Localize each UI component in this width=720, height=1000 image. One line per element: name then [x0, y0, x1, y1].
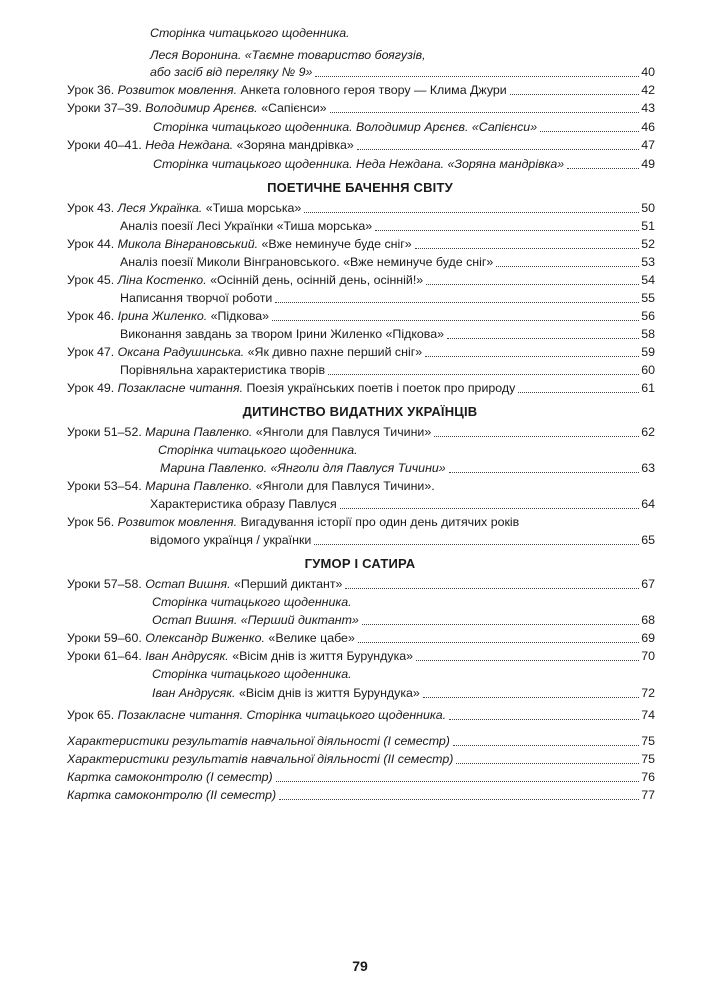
- toc-entry-title: [158, 443, 358, 457]
- toc-entry: [67, 706, 655, 724]
- section-heading: ГУМОР І САТИРА: [304, 556, 416, 571]
- toc-entry: [67, 786, 655, 804]
- title-text: «Перший диктант»: [230, 577, 343, 591]
- author-or-section-text: Леся Українка.: [117, 201, 203, 215]
- toc-entry-title: [67, 786, 276, 804]
- toc-entry: [67, 575, 655, 593]
- dot-leader: [567, 168, 639, 169]
- toc-entry-title: [160, 459, 446, 477]
- toc-page-number: 54: [641, 273, 655, 287]
- toc-entry: [160, 459, 655, 477]
- lesson-label: Урок 45.: [67, 273, 118, 287]
- dot-leader: [304, 212, 639, 213]
- author-or-section-text: Іван Андрусяк.: [152, 686, 236, 700]
- author-or-section-text: Оксана Радушинська.: [117, 345, 245, 359]
- lesson-label: Уроки 37–39.: [67, 101, 146, 115]
- author-or-section-text: Остап Вишня.: [145, 577, 231, 591]
- title-text: Вигадування історії про один день дитячих років: [237, 515, 520, 529]
- toc-page-number: 59: [641, 345, 655, 359]
- author-or-section-text: Олександр Виженко.: [145, 631, 265, 645]
- toc-entry-title: [67, 575, 342, 593]
- author-or-section-text: Ірина Жиленко.: [117, 309, 208, 323]
- toc-entry-title: [150, 48, 426, 62]
- toc-entry-title: [67, 307, 269, 325]
- toc-page-number: 53: [641, 255, 655, 269]
- author-or-section-text: Сторінка читацького щоденника.: [150, 26, 350, 40]
- dot-leader: [340, 508, 640, 509]
- toc-entry: [67, 629, 655, 647]
- toc-page-number: 68: [641, 613, 655, 627]
- author-or-section-text: Леся Воронина. «Таємне товариство боягузів,: [150, 48, 426, 62]
- toc-entry-title: [67, 629, 355, 647]
- toc-page-number: 70: [641, 649, 655, 663]
- title-text: «Вісім днів із життя Бурундука»: [228, 649, 414, 663]
- toc-entry: [153, 118, 655, 136]
- toc-entry-title: [152, 684, 420, 702]
- lesson-label: Урок 44.: [67, 237, 118, 251]
- author-or-section-text: Сторінка читацького щоденника.: [152, 667, 352, 681]
- dot-leader: [510, 94, 639, 95]
- toc-page-number: 51: [641, 219, 655, 233]
- lesson-label: Урок 36.: [67, 83, 118, 97]
- toc-page-number: 56: [641, 309, 655, 323]
- toc-entry-title: [67, 271, 423, 289]
- toc-entry: [120, 253, 655, 271]
- lesson-label: Уроки 53–54.: [67, 479, 146, 493]
- title-text: «Осінній день, осінній день, осінній!»: [206, 273, 424, 287]
- author-or-section-text: Характеристики результатів навчальної діяльності (ІІ семестр): [67, 752, 454, 766]
- toc-entry-title: [67, 423, 431, 441]
- toc-page-number: 65: [641, 533, 655, 547]
- toc-entry: [150, 46, 426, 64]
- section-heading: ДИТИНСТВО ВИДАТНИХ УКРАЇНЦІВ: [242, 404, 478, 419]
- author-or-section-text: Сторінка читацького щоденника.: [158, 443, 358, 457]
- dot-leader: [357, 149, 639, 150]
- toc-page-number: 77: [641, 788, 655, 802]
- toc-page-number: 40: [641, 65, 655, 79]
- title-text: «Сапієнси»: [257, 101, 327, 115]
- toc-entry-title: [152, 611, 359, 629]
- toc-entry: [152, 611, 655, 629]
- author-or-section-text: Сторінка читацького щоденника.: [152, 595, 352, 609]
- title-text: Порівняльна характеристика творів: [120, 363, 326, 377]
- toc-page-number: 75: [641, 734, 655, 748]
- toc-entry: [150, 63, 655, 81]
- toc-entry: [120, 217, 655, 235]
- toc-entry: [67, 199, 655, 217]
- author-or-section-text: Картка самоконтролю (І семестр): [67, 770, 273, 784]
- author-or-section-text: Марина Павленко. «Янголи для Павлуся Тичини»: [160, 461, 446, 475]
- dot-leader: [447, 338, 639, 339]
- toc-page-number: 76: [641, 770, 655, 784]
- dot-leader: [540, 131, 639, 132]
- dot-leader: [375, 230, 639, 231]
- toc-entry-title: [120, 325, 444, 343]
- toc-entry-title: [67, 136, 354, 154]
- title-text: «Янголи для Павлуся Тичини»: [252, 425, 432, 439]
- dot-leader: [275, 302, 639, 303]
- toc-entry: [67, 732, 655, 750]
- author-or-section-text: Розвиток мовлення.: [117, 515, 238, 529]
- toc-entry: [153, 155, 655, 173]
- dot-leader: [434, 436, 639, 437]
- toc-entry: [150, 495, 655, 513]
- toc-page-number: 72: [641, 686, 655, 700]
- dot-leader: [456, 763, 639, 764]
- toc-entry: [67, 136, 655, 154]
- toc-entry-title: [67, 379, 515, 397]
- toc-entry-title: [67, 235, 412, 253]
- dot-leader: [358, 642, 639, 643]
- dot-leader: [330, 112, 640, 113]
- author-or-section-text: Сторінка читацького щоденника. Володимир Арєнєв. «Сапієнси»: [153, 120, 538, 134]
- title-text: «Вже неминуче буде сніг»: [258, 237, 412, 251]
- author-or-section-text: Марина Павленко.: [145, 479, 253, 493]
- toc-entry-title: [67, 99, 327, 117]
- toc-entry-title: [150, 495, 337, 513]
- page-number: 79: [352, 958, 368, 974]
- lesson-label: Урок 46.: [67, 309, 118, 323]
- lesson-label: Урок 49.: [67, 381, 118, 395]
- toc-entry: [150, 24, 350, 42]
- toc-entry: [67, 423, 655, 441]
- toc-entry-title: [67, 515, 519, 529]
- toc-entry-title: [67, 647, 413, 665]
- toc-entry-title: [67, 706, 446, 724]
- toc-page-number: 49: [641, 157, 655, 171]
- author-or-section-text: Картка самоконтролю (ІІ семестр): [67, 788, 277, 802]
- toc-page-number: 60: [641, 363, 655, 377]
- title-text: Аналіз поезії Миколи Вінграновського. «Вже неминуче буде сніг»: [120, 255, 494, 269]
- toc-entry: [120, 289, 655, 307]
- toc-page-number: 61: [641, 381, 655, 395]
- toc-entry-title: [67, 343, 422, 361]
- toc-entry-title: [153, 118, 537, 136]
- toc-entry: [67, 768, 655, 786]
- toc-page-number: 46: [641, 120, 655, 134]
- toc-page-number: 74: [641, 708, 655, 722]
- toc-entry: [67, 307, 655, 325]
- toc-page-number: 47: [641, 138, 655, 152]
- toc-entry: [120, 361, 655, 379]
- toc-entry: [67, 81, 655, 99]
- toc-entry: [152, 684, 655, 702]
- lesson-label: Урок 47.: [67, 345, 118, 359]
- toc-entry: [152, 593, 352, 611]
- title-text: Аналіз поезії Лесі Українки «Тиша морська»: [120, 219, 373, 233]
- dot-leader: [496, 266, 639, 267]
- dot-leader: [425, 356, 639, 357]
- title-text: «Вісім днів із життя Бурундука»: [235, 686, 420, 700]
- toc-page-number: 42: [641, 83, 655, 97]
- author-or-section-text: Характеристики результатів навчальної діяльності (І семестр): [67, 734, 450, 748]
- author-or-section-text: Неда Неждана.: [145, 138, 234, 152]
- author-or-section-text: Іван Андрусяк.: [145, 649, 229, 663]
- toc-page-number: 63: [641, 461, 655, 475]
- toc-entry-title: [67, 732, 450, 750]
- toc-entry-title: [67, 479, 435, 493]
- author-or-section-text: Остап Вишня. «Перший диктант»: [152, 613, 359, 627]
- author-or-section-text: Позакласне читання.: [117, 381, 244, 395]
- title-text: відомого українця / українки: [150, 533, 312, 547]
- dot-leader: [426, 284, 639, 285]
- lesson-label: Урок 65.: [67, 708, 118, 722]
- lesson-label: Урок 56.: [67, 515, 118, 529]
- toc-entry-title: [150, 63, 312, 81]
- author-or-section-text: Сторінка читацького щоденника. Неда Неждана. «Зоряна мандрівка»: [153, 157, 565, 171]
- toc-entry-title: [152, 595, 352, 609]
- dot-leader: [453, 745, 639, 746]
- toc-page-number: 64: [641, 497, 655, 511]
- author-or-section-text: Розвиток мовлення.: [117, 83, 238, 97]
- author-or-section-text: Ліна Костенко.: [117, 273, 207, 287]
- title-text: «Підкова»: [207, 309, 270, 323]
- title-text: «Тиша морська»: [202, 201, 302, 215]
- title-text: Анкета головного героя твору — Клима Джури: [237, 83, 507, 97]
- toc-page-number: 52: [641, 237, 655, 251]
- toc-entry-title: [152, 667, 352, 681]
- toc-entry-title: [120, 289, 272, 307]
- toc-entry: [120, 325, 655, 343]
- dot-leader: [362, 624, 639, 625]
- toc-page-number: 62: [641, 425, 655, 439]
- toc-page-number: 50: [641, 201, 655, 215]
- author-or-section-text: Микола Вінграновський.: [117, 237, 259, 251]
- title-text: Поезія українських поетів і поеток про природу: [243, 381, 516, 395]
- toc-entry: [67, 477, 435, 495]
- toc-page-number: 58: [641, 327, 655, 341]
- toc-page-number: 67: [641, 577, 655, 591]
- toc-page-number: 55: [641, 291, 655, 305]
- dot-leader: [423, 697, 639, 698]
- lesson-label: Уроки 40–41.: [67, 138, 146, 152]
- dot-leader: [449, 719, 639, 720]
- author-or-section-text: Володимир Арєнєв.: [145, 101, 258, 115]
- title-text: Написання творчої роботи: [120, 291, 273, 305]
- author-or-section-text: або засіб від переляку № 9»: [150, 65, 313, 79]
- toc-entry: [67, 235, 655, 253]
- lesson-label: Уроки 57–58.: [67, 577, 146, 591]
- dot-leader: [279, 799, 639, 800]
- toc-entry-title: [67, 199, 301, 217]
- title-text: «Велике цабе»: [264, 631, 355, 645]
- toc-page-number: 69: [641, 631, 655, 645]
- toc-entry: [67, 513, 519, 531]
- lesson-label: Уроки 61–64.: [67, 649, 146, 663]
- toc-entry-title: [120, 253, 493, 271]
- toc-entry: [152, 665, 352, 683]
- toc-entry: [158, 441, 358, 459]
- author-or-section-text: Позакласне читання. Сторінка читацького щоденника.: [117, 708, 447, 722]
- title-text: Характеристика образу Павлуся: [150, 497, 337, 511]
- toc-entry-title: [120, 217, 372, 235]
- lesson-label: Урок 43.: [67, 201, 118, 215]
- title-text: «Янголи для Павлуся Тичини».: [252, 479, 435, 493]
- toc-entry-title: [153, 155, 564, 173]
- title-text: «Як дивно пахне перший сніг»: [244, 345, 423, 359]
- toc-entry-title: [120, 361, 325, 379]
- toc-entry: [150, 531, 655, 549]
- dot-leader: [415, 248, 640, 249]
- toc-entry-title: [67, 750, 453, 768]
- toc-entry: [67, 379, 655, 397]
- toc-entry-title: [150, 26, 350, 40]
- toc-entry-title: [67, 768, 273, 786]
- toc-page-number: 75: [641, 752, 655, 766]
- title-text: «Зоряна мандрівка»: [233, 138, 354, 152]
- dot-leader: [449, 472, 640, 473]
- author-or-section-text: Марина Павленко.: [145, 425, 253, 439]
- section-heading: ПОЕТИЧНЕ БАЧЕННЯ СВІТУ: [267, 180, 453, 195]
- toc-entry: [67, 99, 655, 117]
- dot-leader: [345, 588, 639, 589]
- toc-page-number: 43: [641, 101, 655, 115]
- toc-entry-title: [150, 531, 311, 549]
- toc-entry: [67, 271, 655, 289]
- lesson-label: Уроки 59–60.: [67, 631, 146, 645]
- dot-leader: [276, 781, 640, 782]
- toc-entry-title: [67, 81, 507, 99]
- toc-entry: [67, 647, 655, 665]
- toc-entry: [67, 750, 655, 768]
- dot-leader: [518, 392, 639, 393]
- dot-leader: [272, 320, 639, 321]
- dot-leader: [328, 374, 639, 375]
- dot-leader: [315, 76, 639, 77]
- dot-leader: [416, 660, 639, 661]
- toc-entry: [67, 343, 655, 361]
- lesson-label: Уроки 51–52.: [67, 425, 146, 439]
- dot-leader: [314, 544, 639, 545]
- title-text: Виконання завдань за твором Ірини Жиленко «Підкова»: [120, 327, 444, 341]
